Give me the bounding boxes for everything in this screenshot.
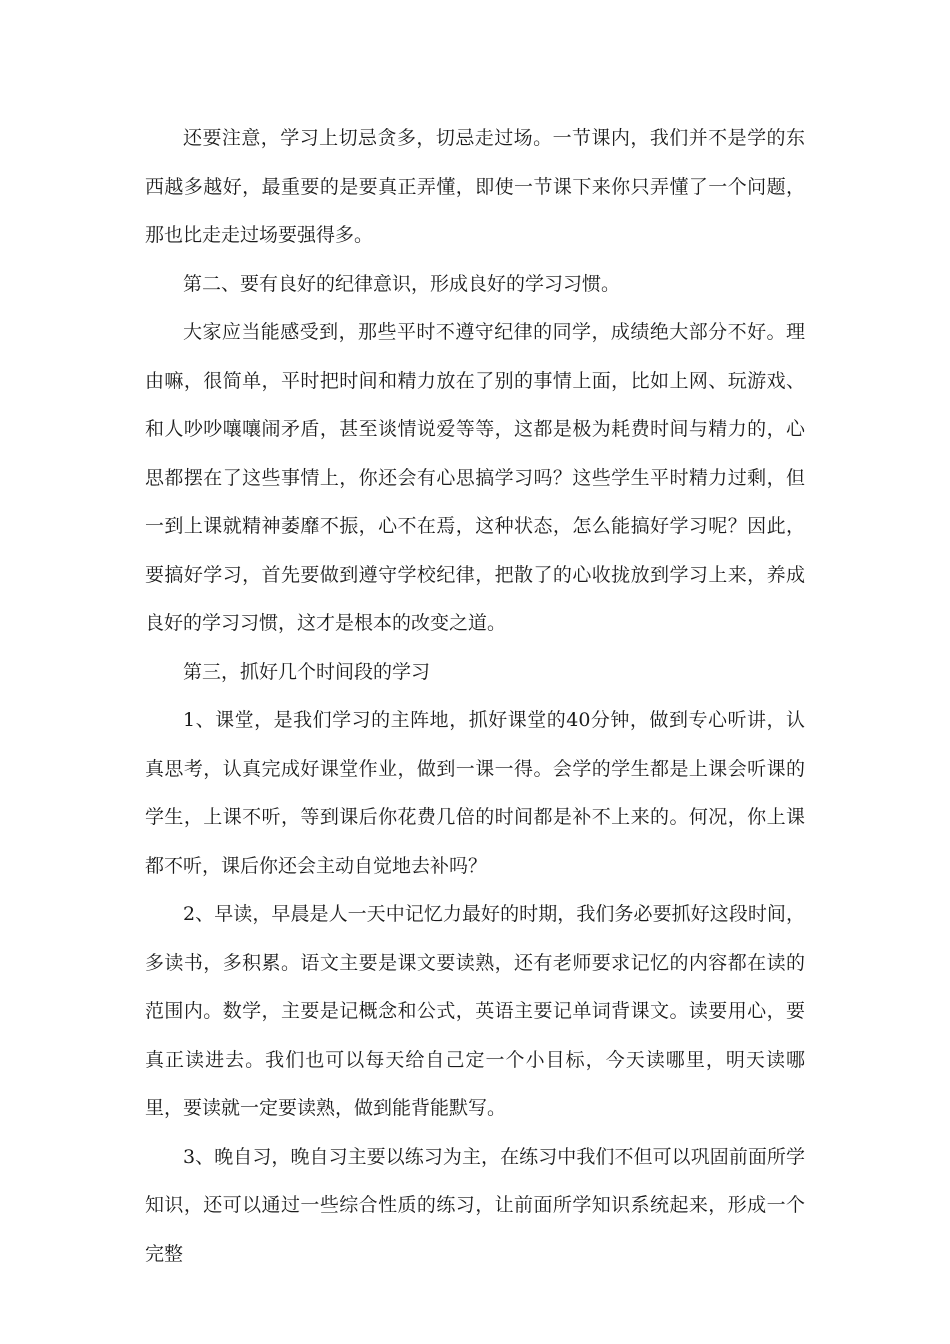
document-page: [145, 114, 805, 1278]
paragraph-study-not-greedy: 还要注意，学习上切忌贪多，切忌走过场。一节课内，我们并不是学的东西越多越好，最重要的是要真正弄懂，即使一节课下来你只弄懂了一个问题，那也比走走过场要强得多。: [145, 127, 805, 246]
paragraph-classroom: 1、课堂，是我们学习的主阵地，抓好课堂的40分钟，做到专心听讲，认真思考，认真完成好课堂作业，做到一课一得。会学的学生都是上课会听课的学生，上课不听，等到课后你花费几倍的时间都是补不上来的。何况，你上课都不听，课后你还会主动自觉地去补吗？: [145, 709, 805, 877]
paragraph-evening-study: 3、晚自习，晚自习主要以练习为主，在练习中我们不但可以巩固前面所学知识，还可以通过一些综合性质的练习，让前面所学知识系统起来，形成一个完整: [145, 1145, 805, 1265]
heading-discipline-awareness: 第二、要有良好的纪律意识，形成良好的学习习惯。: [183, 272, 621, 295]
paragraph-discipline: 大家应当能感受到，那些平时不遵守纪律的同学，成绩绝大部分不好。理由嘛，很简单，平时把时间和精力放在了别的事情上面，比如上网、玩游戏、和人吵吵嚷嚷闹矛盾，甚至谈情说爱等等，这都是极为耗费时间与精力的，心思都摆在了这些事情上，你还会有心思搞学习吗？这些学生平时精力过剩，但一到上课就精神萎靡不振，心不在焉，这种状态，怎么能搞好学习呢？因此，要搞好学习，首先要做到遵守学校纪律，把散了的心收拢放到学习上来，养成良好的学习习惯，这才是根本的改变之道。: [145, 321, 805, 634]
paragraph-morning-reading: 2、早读，早晨是人一天中记忆力最好的时期，我们务必要抓好这段时间，多读书，多积累。语文主要是课文要读熟，还有老师要求记忆的内容都在读的范围内。数学，主要是记概念和公式，英语主要记单词背课文。读要用心，要真正读进去。我们也可以每天给自己定一个小目标，今天读哪里，明天读哪里，要读就一定要读熟，做到能背能默写。: [145, 903, 805, 1119]
heading-time-periods: 第三，抓好几个时间段的学习: [183, 660, 431, 683]
